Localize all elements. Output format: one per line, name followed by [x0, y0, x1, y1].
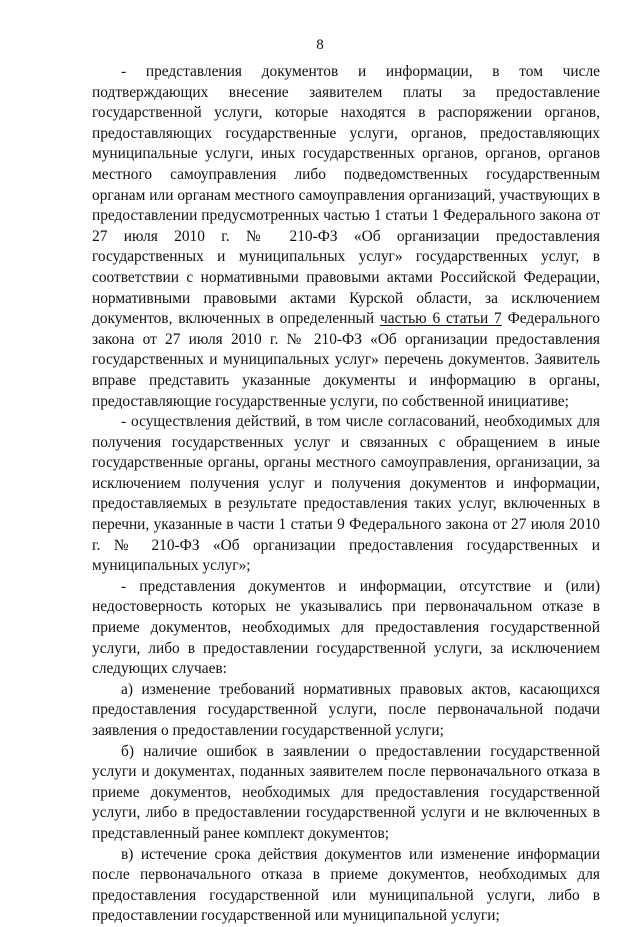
- paragraph-documents-in-possession: [92, 62, 600, 412]
- paragraph-actions-approvals: - осуществления действий, в том числе согласований, необходимых для получения государственных услуг и связанных с обращением в иные государственные органы, органы местного самоуправления, организации, за исключением получения услуг и получения документов и информации, предоставляемых в результате предоставления таких услуг, включенных в перечни, указанные в части 1 статьи 9 Федерального закона от 27 июля 2010 г. № 210-ФЗ «Об организации предоставления государственных и муниципальных услуг»;: [92, 413, 600, 575]
- paragraph-text: - представления документов и информации, в том числе подтверждающих внесение заявителем платы за предоставление государственной услуги, которые находятся в распоряжении органов, предоставляющих государственные услуги, органов, предоставляющих муниципальные услуги, иных государственных органов, органов, органов местного самоуправления либо подведомственных государственным органам или органам местного самоуправления организаций, участвующих в предоставлении предусмотренных частью 1 статьи 1 Федерального закона от 27 июля 2010 г. № 210-ФЗ «Об организации предоставления государственных и муниципальных услуг» государственных услуг, в соответствии с нормативными правовыми актами Российской Федерации, нормативными правовыми актами Курской области, за исключением документов, включенных в определенный: [92, 63, 600, 328]
- list-item-b: б) наличие ошибок в заявлении о предоставлении государственной услуги и документах, поданных заявителем после первоначального отказа в приеме документов, необходимых для предоставления государственной услуги, либо в предоставлении государственной услуги и не включенных в представленный ранее комплект документов;: [92, 742, 600, 842]
- paragraph-first-refusal-documents: - представления документов и информации, отсутствие и (или) недостоверность которых не указывались при первоначальном отказе в приеме документов, необходимых для предоставления государственной услуги, либо в предоставлении государственной услуги, за исключением следующих случаев:: [92, 577, 600, 678]
- list-item-c: в) истечение срока действия документов или изменение информации после первоначального отказа в приеме документов, необходимых для предоставления государственной или муниципальной услуги, либо в предоставлении государственной или муниципальной услуги;: [92, 845, 600, 925]
- page-number: 8: [316, 37, 324, 53]
- document-body: [92, 62, 600, 927]
- list-item-a: а) изменение требований нормативных правовых актов, касающихся предоставления государственной услуги, после первоначальной подачи заявления о предоставлении государственной услуги;: [92, 680, 600, 739]
- law-part-reference-link[interactable]: частью 6 статьи 7: [380, 310, 502, 328]
- paragraph-text: Федерального закона от 27 июля 2010 г. № 210-ФЗ «Об организации предоставления государственных и муниципальных услуг» перечень документов. Заявитель вправе представить указанные документы и информацию в органы, предоставляющие государственные услуги, по собственной инициативе;: [92, 310, 600, 410]
